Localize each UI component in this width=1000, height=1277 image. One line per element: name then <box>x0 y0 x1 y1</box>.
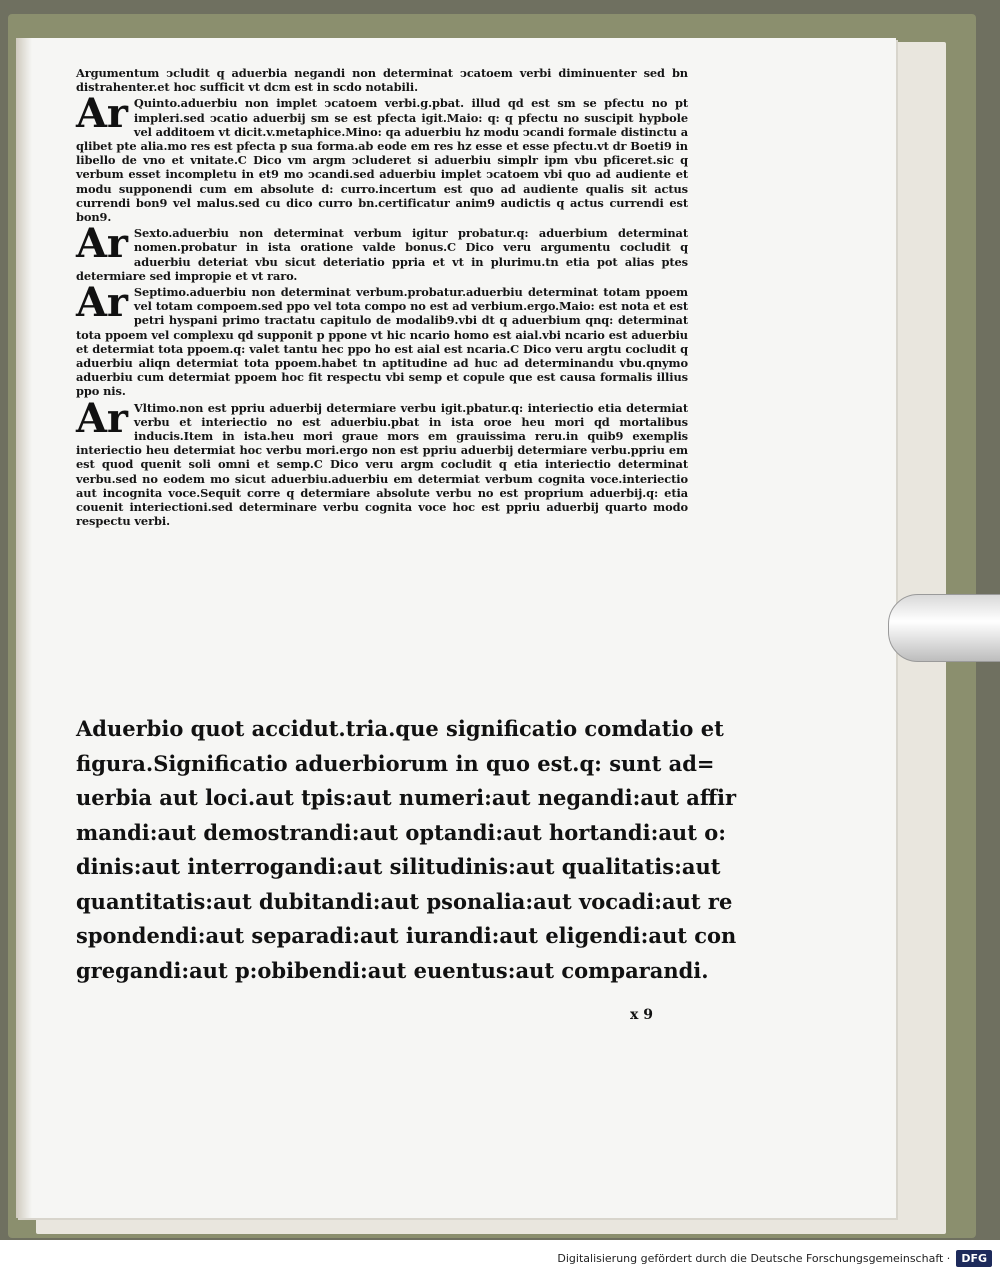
initial-ar: Ar <box>76 279 128 327</box>
folio-signature: x 9 <box>630 1007 653 1023</box>
paragraph-4 <box>76 394 688 529</box>
large-line: figura.Significatio aduerbiorum in quo est.q: sunt ad= <box>76 750 715 776</box>
large-text-block <box>76 712 737 988</box>
large-line: Aduerbio quot accidut.tria.que significatio comdatio et <box>76 716 724 741</box>
paragraph-text: Sexto.aduerbiu non determinat verbum igitur probatur.q: aduerbium determinat nomen.probatur in ista oratione valde bonus.C Dico veru argumentu cocludit q aduerbiu deteriat vbu sicut deteriatio ppria et vt in plurimu.tn etia pot alias ptes determiare sed impropie et vt raro. <box>76 226 688 283</box>
paragraph-2 <box>76 220 688 283</box>
paragraph-1 <box>76 90 688 225</box>
large-line: gregandi:aut p:obibendi:aut euentus:aut comparandi. <box>76 957 709 983</box>
paragraph-0 <box>76 66 688 94</box>
paragraph-3 <box>76 279 688 399</box>
initial-ar: Ar <box>76 220 128 268</box>
large-line: spondendi:aut separadi:aut iurandi:aut eligendi:aut con <box>76 923 737 948</box>
paragraph-text: Argumentum ↄcludit q aduerbia negandi non determinat ↄcatoem verbi diminuenter sed bn distrahenter.et hoc sufficit vt dcm est in scdo notabili. <box>76 66 688 95</box>
initial-ar: Ar <box>76 394 128 442</box>
dfg-logo: DFG <box>956 1250 992 1267</box>
paragraph-text: Quinto.aduerbiu non implet ↄcatoem verbi.g.pbat. illud qd est sm se pfectu no pt impleri.sed ↄcatio aduerbij sm se est pfecta igit.Maio: q: q pfectu no suscipit hypbole vel additoem vt dicit.v.metaphice.Mino: qa aduerbiu hz modu ↄcandi formale distinctu a qlibet pte alia.mo res est pfecta p sua forma.ab eode em res hz esse et esse pfectu.vt dr Boeti9 in libello de vno et vnitate.C Dico vm argm ↄcluderet si aduerbiu simplr ipm vbu pficeret.sic q verbum esset incompletu in et9 mo ↄcandi.sed aduerbiu implet ↄcatoem vbi quo ad audiente et modu supponendi cum em absolute d: curro.incertum est quo ad audiente qualis sit actus currendi bon9 vel malus.sed cu dico curro bn.certificatur anim9 audictis q actus currendi est bon9. <box>76 96 688 225</box>
large-line: uerbia aut loci.aut tpis:aut numeri:aut negandi:aut affir <box>76 785 737 810</box>
paragraph-text: Vltimo.non est ppriu aduerbij determiare verbu igit.pbatur.q: interiectio etia determiat verbu et interiectio no est aduerbiu.pbat in ista oroe heu mori qd mortalibus inducis.Item in ista.heu mori graue mors em grauissima reru.in quib9 exemplis interiectio heu determiat hoc verbu mori.ergo non est ppriu aduerbij determiare verbu.ppriu em est quod quenit soli omni et semp.C Dico veru argm cocludit q etia interiectio determinat verbu.sed no eodem mo sicut aduerbiu.aduerbiu em determiat verbum cognita voce.interiectio aut incognita voce.Sequit corre q determiare absolute verbu no est proprium aduerbij.q: etia couenit interiectioni.sed determinare verbu cognita voce hoc est ppriu aduerbij quarto modo respectu verbi. <box>76 400 688 529</box>
paragraph-text: Septimo.aduerbiu non determinat verbum.probatur.aduerbiu determinat totam ppoem vel totam compoem.sed ppo vel tota compo no est ad verbium.ergo.Maio: est nota et est petri hyspani primo tractatu capitulo de modalib9.vbi dt q aduerbium qnq: determinat tota ppoem vel complexu qd supponit p ppone vt hic ncario homo est aial.vbi ncario est aduerbiu et determiat tota ppoem.q: valet tantu hec ppo ho est aial est ncaria.C Dico veru argtu cocludit q aduerbiu aliqn determiat tota ppoem.habet tn aptitudine ad huc ad determinandu vbu.qnymo aduerbiu cum determiat ppoem hoc fit respectu vbi semp et copule que est causa formalis illius ppo nis. <box>76 285 688 399</box>
page-gutter <box>16 38 32 1218</box>
large-line: quantitatis:aut dubitandi:aut psonalia:aut vocadi:aut re <box>76 888 733 914</box>
large-line: mandi:aut demostrandi:aut optandi:aut hortandi:aut o: <box>76 819 726 845</box>
initial-ar: Ar <box>76 90 128 138</box>
page-clip <box>888 594 1000 662</box>
footer-text: Digitalisierung gefördert durch die Deutsche Forschungsgemeinschaft · <box>557 1251 951 1265</box>
footer <box>557 1246 992 1270</box>
small-text-block <box>76 66 688 531</box>
large-line: dinis:aut interrogandi:aut silitudinis:aut qualitatis:aut <box>76 854 721 879</box>
